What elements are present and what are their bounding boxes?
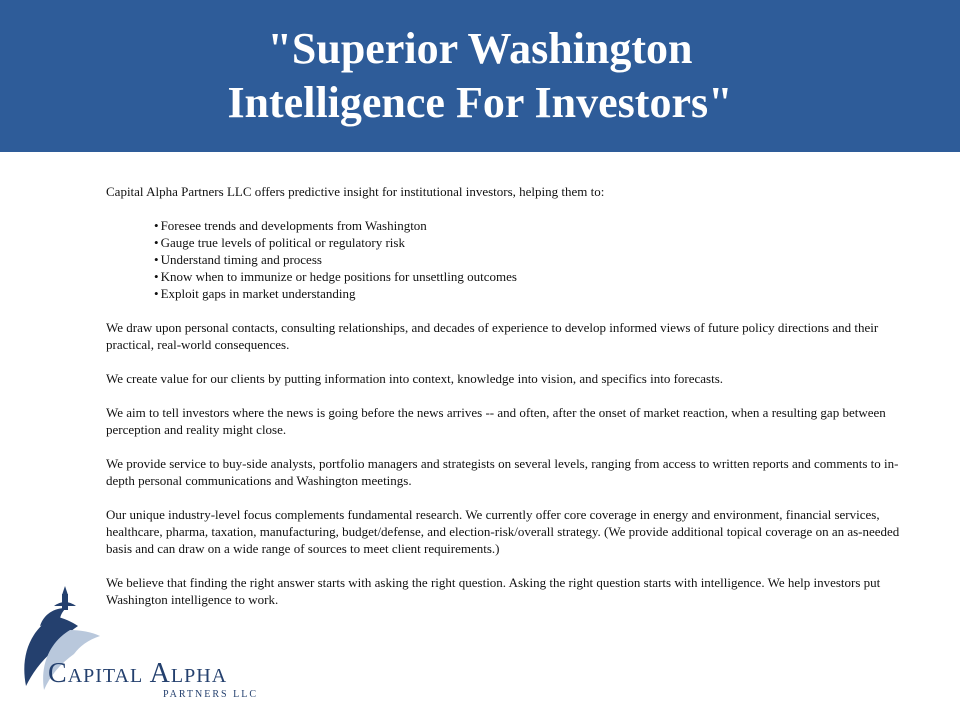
capabilities-list <box>154 217 916 302</box>
service-paragraph: We provide service to buy-side analysts, portfolio managers and strategists on several levels, ranging from access to written reports and comments to in-depth personal communications and Washington meetings. <box>106 456 899 488</box>
body-content <box>106 183 916 625</box>
page-title <box>0 22 960 130</box>
experience-paragraph: We draw upon personal contacts, consulting relationships, and decades of experience to develop informed views of future policy directions and their practical, real-world consequences. <box>106 320 879 352</box>
list-item-text: Understand timing and process <box>160 252 322 267</box>
company-logo-wordmark: CAPITAL ALPHA <box>48 658 228 689</box>
list-item <box>154 234 916 251</box>
list-item-text: Foresee trends and developments from Washington <box>160 218 427 233</box>
list-item <box>154 285 916 302</box>
company-logo-subtitle: PARTNERS LLC <box>163 689 258 700</box>
closing-paragraph: We believe that finding the right answer starts with asking the right question. Asking the right question starts with intelligence. We help investors put Washington intelligence to work. <box>106 575 881 607</box>
coverage-paragraph: Our unique industry-level focus complements fundamental research. We currently offer core coverage in energy and environment, financial services, healthcare, pharma, taxation, manufacturing, budget/defense, and election-risk/overall strategy. (We provide additional topical coverage on an as-needed basis and can draw on a wide range of sources to meet client requirements.) <box>106 507 900 556</box>
bullet-icon: • <box>154 269 159 284</box>
list-item <box>154 217 916 234</box>
list-item <box>154 268 916 285</box>
list-item-text: Exploit gaps in market understanding <box>160 286 356 301</box>
intro-paragraph: Capital Alpha Partners LLC offers predictive insight for institutional investors, helping them to: <box>106 184 605 199</box>
bullet-icon: • <box>154 286 159 301</box>
value-paragraph: We create value for our clients by putting information into context, knowledge into vision, and specifics into forecasts. <box>106 371 724 386</box>
header-banner <box>0 0 960 152</box>
bullet-icon: • <box>154 252 159 267</box>
bullet-icon: • <box>154 235 159 250</box>
list-item-text: Know when to immunize or hedge positions for unsettling outcomes <box>160 269 517 284</box>
title-line-1: "Superior Washington <box>267 24 693 73</box>
news-paragraph: We aim to tell investors where the news is going before the news arrives -- and often, after the onset of market reaction, when a resulting gap between perception and reality might close. <box>106 405 886 437</box>
bullet-icon: • <box>154 218 159 233</box>
list-item <box>154 251 916 268</box>
title-line-2: Intelligence For Investors" <box>227 78 733 127</box>
list-item-text: Gauge true levels of political or regulatory risk <box>160 235 405 250</box>
